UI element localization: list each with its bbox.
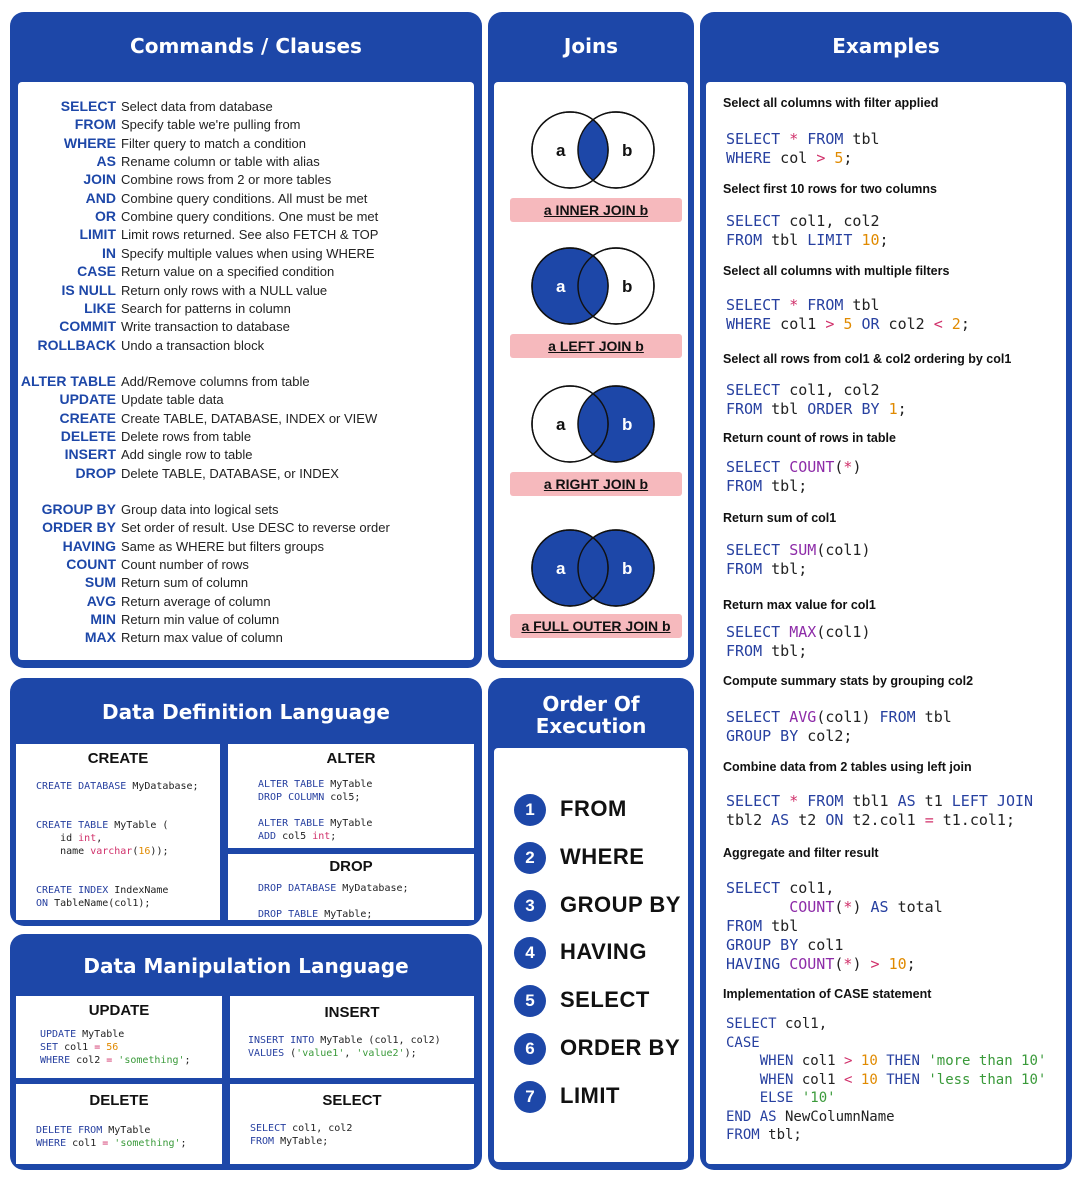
inner-join-label: a INNER JOIN b [510,198,682,222]
circle-b-label: b [622,415,633,434]
dml-select-heading: SELECT [322,1092,382,1109]
command-description: Combine query conditions. One must be met [121,209,379,225]
command-description: Group data into logical sets [121,502,279,517]
command-keyword: IS NULL [61,281,116,298]
ddl-drop-code: DROP DATABASE MyDatabase; DROP TABLE MyTable; [258,883,409,920]
example-code: SELECT SUM(col1) FROM tbl; [726,541,871,578]
circle-b-label: b [622,559,633,578]
dml-update-code: UPDATE MyTable SET col1 = 56 WHERE col2 = 'something'; [40,1029,191,1066]
example-title: Select first 10 rows for two columns [723,182,937,196]
command-row [18,574,448,592]
command-description: Limit rows returned. See also FETCH & TOP [121,227,379,243]
command-row [18,245,448,263]
command-description: Combine query conditions. All must be met [121,190,368,206]
step-label: HAVING [560,939,647,965]
ddl-alter-heading: ALTER [326,750,376,767]
order-panel [488,678,694,1170]
command-description: Return only rows with a NULL value [121,282,328,298]
command-description: Same as WHERE but filters groups [121,538,325,554]
order-title-line1: Order Of [542,692,640,716]
example-code: SELECT col1, CASE WHEN col1 > 10 THEN 'more than 10' WHEN col1 < 10 THEN 'less than 10' ELSE '10' END AS NewColumnName FROM tbl; [726,1016,1047,1143]
step-label: GROUP BY [560,891,681,917]
right-join-label: a RIGHT JOIN b [510,472,682,496]
examples-title: Examples [832,34,940,58]
command-row [18,611,448,629]
ddl-drop-box [228,854,474,920]
step-number-badge: 5 [514,985,546,1017]
example-title: Return max value for col1 [723,598,876,612]
step-label: FROM [560,796,627,821]
command-description: Delete rows from table [121,429,252,445]
command-row [18,501,448,519]
examples-list [706,82,1066,1164]
dml-title: Data Manipulation Language [83,954,409,978]
command-keyword: GROUP BY [41,501,116,517]
command-description: Undo a transaction block [121,337,265,353]
joins-list [494,82,688,660]
command-keyword: DROP [75,464,116,481]
example-title: Select all rows from col1 & col2 ordering by col1 [723,352,1012,366]
step-number-badge: 3 [514,890,546,922]
command-keyword: ROLLBACK [37,336,116,353]
command-description: Search for patterns in column [121,300,291,316]
command-row [18,208,448,226]
circle-b-label: b [622,277,633,296]
command-row [18,556,448,574]
command-description: Rename column or table with alias [121,154,320,170]
command-row [18,538,448,556]
command-row [18,116,448,134]
command-row [18,135,448,153]
step-label: LIMIT [560,1082,620,1108]
command-keyword: MAX [84,629,116,646]
ddl-panel [10,678,482,926]
command-row [18,263,448,281]
joins-title: Joins [563,34,619,58]
example-title: Implementation of CASE statement [723,987,932,1001]
command-keyword: COMMIT [59,318,116,335]
circle-a-label: a [556,559,566,578]
command-row [18,171,448,189]
examples-panel [700,12,1072,1170]
command-description: Set order of result. Use DESC to reverse order [121,520,390,536]
command-keyword: LIKE [84,299,116,316]
command-description: Select data from database [121,99,273,114]
command-row [18,391,448,409]
command-keyword: AND [85,189,116,206]
dml-delete-heading: DELETE [89,1092,149,1109]
order-list [494,748,688,1162]
command-description: Return max value of column [121,630,283,646]
command-keyword: INSERT [64,446,116,463]
full-join-label: a FULL OUTER JOIN b [510,614,682,638]
command-keyword: ALTER TABLE [20,373,116,389]
command-keyword: AVG [86,592,116,609]
example-title: Return sum of col1 [723,511,837,525]
command-row [18,410,448,428]
commands-list [18,82,474,660]
command-description: Return average of column [121,593,271,609]
dml-delete-code: DELETE FROM MyTable WHERE col1 = 'something'; [36,1125,187,1149]
command-keyword: ORDER BY [42,519,116,536]
command-keyword: WHERE [63,134,116,151]
example-code: SELECT col1, col2 FROM tbl ORDER BY 1; [726,381,907,418]
ddl-drop-heading: DROP [329,858,373,875]
command-keyword: IN [102,244,116,261]
command-row [18,300,448,318]
circle-a-label: a [556,141,566,160]
command-row [18,153,448,171]
example-code: SELECT MAX(col1) FROM tbl; [726,623,871,660]
circle-a-label: a [556,415,566,434]
example-title: Aggregate and filter result [723,846,879,860]
command-keyword: CREATE [59,409,116,426]
command-keyword: HAVING [62,537,116,554]
step-number-badge: 1 [514,794,546,826]
order-title-line2: Execution [535,714,647,738]
step-label: ORDER BY [560,1035,681,1060]
ddl-alter-box [228,744,474,848]
command-keyword: JOIN [83,171,116,188]
command-description: Return value on a specified condition [121,264,335,280]
command-row [18,318,448,336]
command-description: Create TABLE, DATABASE, INDEX or VIEW [121,410,378,426]
command-row [18,226,448,244]
dml-insert-heading: INSERT [324,1004,380,1021]
command-row [18,446,448,464]
step-number-badge: 2 [514,842,546,874]
command-keyword: SELECT [60,98,116,114]
command-description: Count number of rows [121,557,249,573]
dml-delete-box [16,1084,222,1164]
command-description: Add/Remove columns from table [121,374,310,389]
command-description: Filter query to match a condition [121,135,306,151]
command-keyword: LIMIT [79,226,116,243]
venn-full-join [528,528,658,612]
command-keyword: CASE [77,263,116,280]
example-title: Combine data from 2 tables using left join [723,760,972,774]
command-row [18,593,448,611]
command-description: Write transaction to database [121,319,290,335]
step-number-badge: 4 [514,937,546,969]
command-row [18,190,448,208]
example-code: SELECT * FROM tbl WHERE col1 > 5 OR col2 < 2; [726,296,970,333]
command-keyword: AS [96,153,116,170]
example-code: SELECT * FROM tbl WHERE col > 5; [726,130,880,167]
command-description: Return min value of column [121,612,280,628]
step-number-badge: 6 [514,1033,546,1065]
example-code: SELECT COUNT(*) FROM tbl; [726,458,862,495]
command-description: Specify multiple values when using WHERE [121,245,375,261]
example-code: SELECT col1, COUNT(*) AS total FROM tbl GROUP BY col1 HAVING COUNT(*) > 10; [726,879,943,973]
dml-select-box [230,1084,474,1164]
command-description: Update table data [121,392,224,408]
command-row [18,465,448,483]
dml-insert-box [230,996,474,1078]
command-description: Return sum of column [121,575,249,591]
step-label: SELECT [560,987,650,1013]
ddl-create-box [16,744,220,920]
example-title: Select all columns with multiple filters [723,264,950,278]
command-row [18,629,448,647]
example-code: SELECT AVG(col1) FROM tbl GROUP BY col2; [726,708,952,745]
command-row [18,519,448,537]
command-keyword: SUM [84,574,116,591]
command-description: Specify table we're pulling from [121,117,301,133]
command-keyword: MIN [90,611,116,628]
example-title: Return count of rows in table [723,431,896,445]
command-keyword: COUNT [66,556,116,573]
venn-left-join [528,246,658,330]
command-keyword: UPDATE [59,391,116,408]
venn-inner-join [528,110,658,194]
step-number-badge: 7 [514,1081,546,1113]
example-code: SELECT col1, col2 FROM tbl LIMIT 10; [726,212,889,249]
ddl-create-heading: CREATE [87,750,149,767]
circle-a-label: a [556,277,566,296]
step-label: WHERE [560,843,645,869]
dml-update-box [16,996,222,1078]
command-row [18,373,448,391]
example-title: Select all columns with filter applied [723,96,939,110]
ddl-title: Data Definition Language [102,700,390,724]
command-row [18,98,448,116]
commands-panel [10,12,482,668]
command-description: Add single row to table [121,447,253,463]
command-row [18,428,448,446]
example-code: SELECT * FROM tbl1 AS t1 LEFT JOIN tbl2 AS t2 ON t2.col1 = t1.col1; [726,792,1034,829]
joins-panel [488,12,694,668]
command-row [18,337,448,355]
commands-title: Commands / Clauses [130,34,362,58]
circle-b-label: b [622,141,633,160]
command-keyword: DELETE [60,428,116,445]
command-description: Delete TABLE, DATABASE, or INDEX [121,465,339,481]
dml-update-heading: UPDATE [88,1002,150,1019]
command-description: Combine rows from 2 or more tables [121,172,332,188]
example-title: Compute summary stats by grouping col2 [723,674,974,688]
left-join-label: a LEFT JOIN b [510,334,682,358]
command-keyword: FROM [74,116,116,133]
dml-select-code: SELECT col1, col2 FROM MyTable; [250,1123,353,1147]
dml-panel [10,934,482,1170]
command-row [18,282,448,300]
command-keyword: OR [95,208,116,225]
venn-right-join [528,384,658,468]
ddl-create-code: CREATE DATABASE MyDatabase; CREATE TABLE MyTable ( id int, name varchar(16)); CREATE INDEX IndexName ON TableName(col1); [36,781,199,909]
ddl-alter-code: ALTER TABLE MyTable DROP COLUMN col5; ALTER TABLE MyTable ADD col5 int; [258,779,373,842]
dml-insert-code: INSERT INTO MyTable (col1, col2) VALUES ('value1', 'value2'); [248,1035,441,1059]
